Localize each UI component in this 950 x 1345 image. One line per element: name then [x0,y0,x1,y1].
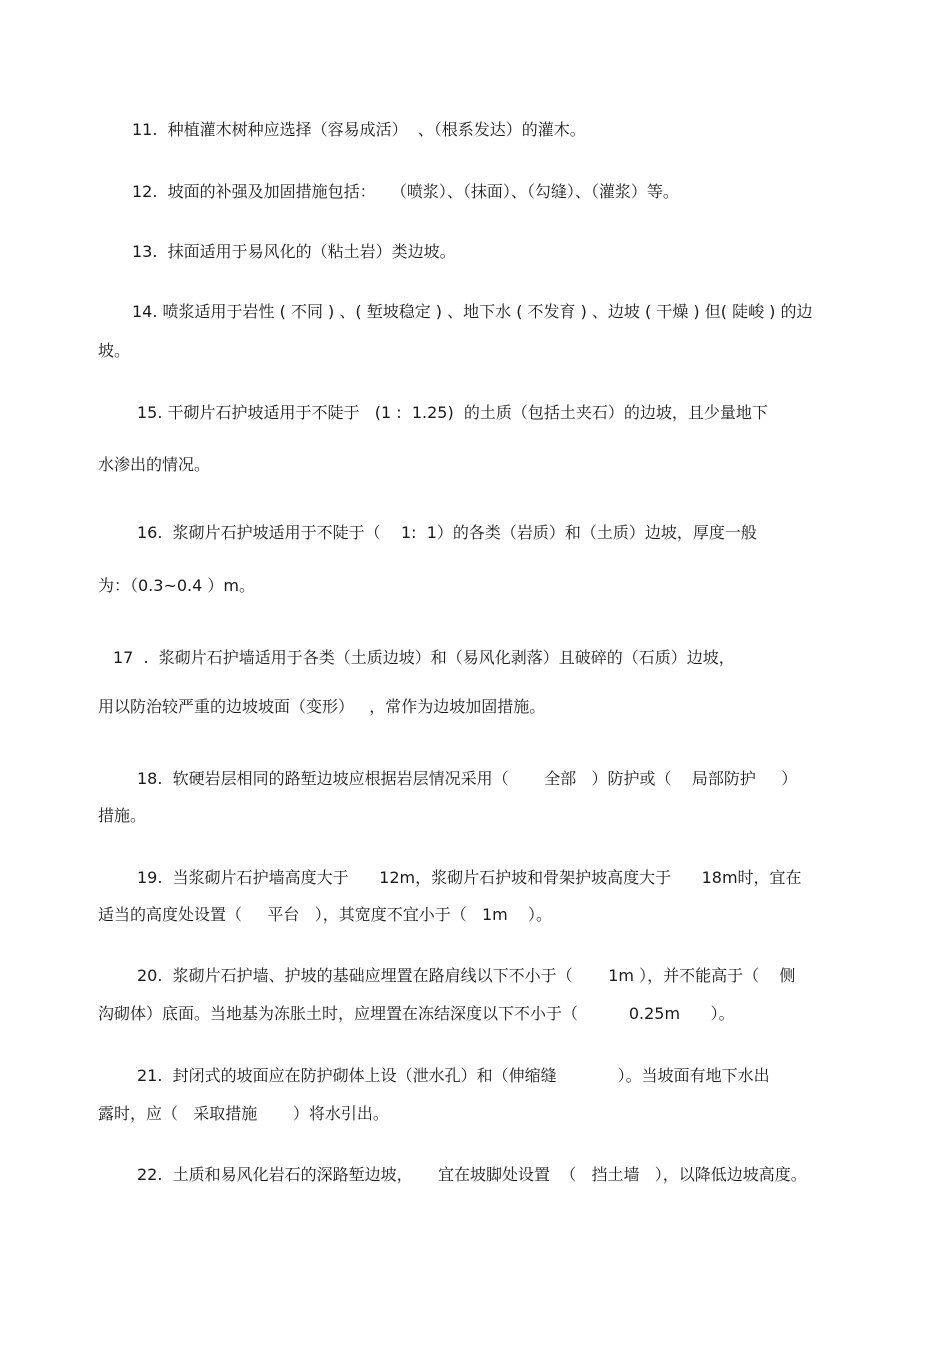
item-14-line-2: 坡。 [98,341,131,360]
item-22-line-1: 22. 土质和易风化岩石的深路堑边坡， 宜在坡脚处设置 （ 挡土墙 ），以降低边坡高度。 [137,1165,807,1184]
item-17-line-2: 用以防治较严重的边坡坡面（变形） ，常作为边坡加固措施。 [98,697,546,716]
item-19-line-1: 19. 当浆砌片石护墙高度大于 12m，浆砌片石护坡和骨架护坡高度大于 18m时，宜在 [137,868,802,887]
item-18-line-2: 措施。 [98,806,147,825]
item-19-line-2: 适当的高度处设置（ 平台 ），其宽度不宜小于（ 1m ）。 [98,905,553,924]
item-16-line-1: 16. 浆砌片石护坡适用于不陡于（ 1: 1）的各类（岩质）和（土质）边坡，厚度一般 [137,523,757,542]
item-20-line-2: 沟砌体）底面。当地基为冻胀土时，应埋置在冻结深度以下不小于（ 0.25m ）。 [98,1004,735,1023]
item-13-line-1: 13. 抹面适用于易风化的（粘土岩）类边坡。 [132,242,456,261]
item-14-line-1: 14. 喷浆适用于岩性 ( 不同 ) 、( 堑坡稳定 ) 、地下水 ( 不发育 ) 、边坡 ( 干燥 ) 但( 陡峻 ) 的边 [132,302,813,321]
item-11-line-1: 11. 种植灌木树种应选择（容易成活） 、（根系发达）的灌木。 [132,120,586,139]
item-12-line-1: 12. 坡面的补强及加固措施包括： （喷浆）、（抹面）、（勾缝）、（灌浆）等。 [132,182,679,201]
item-15-line-2: 水渗出的情况。 [98,455,211,474]
item-21-line-2: 露时，应（ 采取措施 ）将水引出。 [98,1104,389,1123]
item-15-line-1: 15. 干砌片石护坡适用于不陡于 (1 : 1.25) 的土质（包括土夹石）的边坡，且少量地下 [137,403,768,422]
item-16-line-2: 为：（0.3~0.4 ）m。 [98,576,255,595]
item-18-line-1: 18. 软硬岩层相同的路堑边坡应根据岩层情况采用（ 全部 ）防护或（ 局部防护 ） [137,769,798,788]
item-17-line-1: 17 . 浆砌片石护墙适用于各类（土质边坡）和（易风化剥落）且破碎的（石质）边坡， [113,648,735,667]
item-21-line-1: 21. 封闭式的坡面应在防护砌体上设（泄水孔）和（伸缩缝 ）。当坡面有地下水出 [137,1066,770,1085]
item-20-line-1: 20. 浆砌片石护墙、护坡的基础应埋置在路肩线以下不小于（ 1m ），并不能高于（ 侧 [137,966,796,985]
